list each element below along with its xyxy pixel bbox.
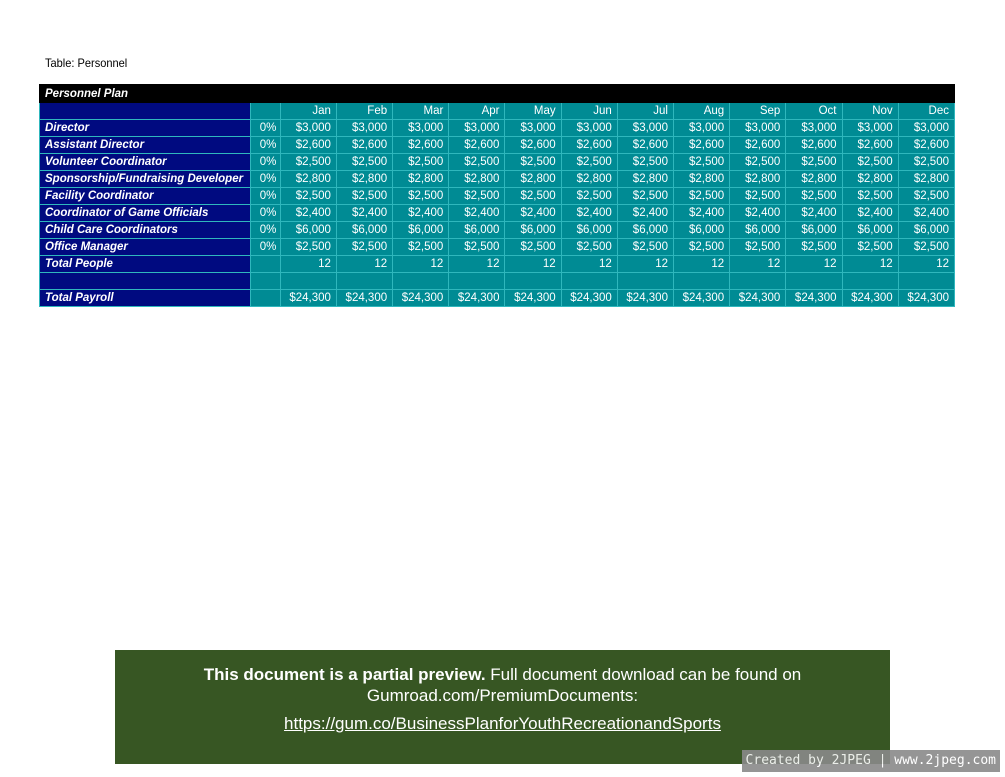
table-cell: $2,400 — [280, 205, 336, 222]
table-cell — [449, 273, 505, 290]
table-cell: 12 — [393, 256, 449, 273]
row-label: Coordinator of Game Officials — [40, 205, 251, 222]
table-cell — [336, 273, 392, 290]
table-cell — [280, 273, 336, 290]
table-cell: $3,000 — [336, 120, 392, 137]
table-row — [40, 188, 955, 205]
row-percent: 0% — [250, 205, 280, 222]
row-label — [40, 273, 251, 290]
table-cell: $24,300 — [336, 290, 392, 307]
table-cell: $2,400 — [449, 205, 505, 222]
table-cell: $2,500 — [898, 188, 954, 205]
table-cell: $2,500 — [898, 239, 954, 256]
table-cell: $2,800 — [786, 171, 842, 188]
table-cell: $24,300 — [730, 290, 786, 307]
table-cell: $2,800 — [898, 171, 954, 188]
table-cell: $6,000 — [786, 222, 842, 239]
table-cell: $24,300 — [505, 290, 561, 307]
month-header: Jan — [280, 103, 336, 120]
table-cell: $3,000 — [617, 120, 673, 137]
table-cell: $2,500 — [505, 154, 561, 171]
table-cell: $2,800 — [617, 171, 673, 188]
table-cell: $2,500 — [617, 188, 673, 205]
table-cell: $2,500 — [280, 188, 336, 205]
table-cell — [673, 273, 729, 290]
table-cell: $2,600 — [842, 137, 898, 154]
preview-text-2: Gumroad.com/PremiumDocuments: — [366, 686, 639, 705]
table-cell: $2,800 — [449, 171, 505, 188]
table-cell: $2,500 — [842, 188, 898, 205]
month-header: Sep — [730, 103, 786, 120]
month-header: May — [505, 103, 561, 120]
preview-banner — [115, 650, 890, 764]
table-row — [40, 137, 955, 154]
table-cell: $2,500 — [505, 188, 561, 205]
table-cell: $24,300 — [561, 290, 617, 307]
month-header: Jun — [561, 103, 617, 120]
row-percent — [250, 256, 280, 273]
personnel-plan-table — [39, 84, 955, 307]
table-cell: $2,500 — [336, 239, 392, 256]
table-cell: $6,000 — [617, 222, 673, 239]
table-cell: $2,400 — [561, 205, 617, 222]
row-percent: 0% — [250, 120, 280, 137]
table-cell: $6,000 — [393, 222, 449, 239]
table-cell: $2,400 — [393, 205, 449, 222]
table-cell: $2,600 — [393, 137, 449, 154]
table-cell: $2,400 — [505, 205, 561, 222]
table-cell: $3,000 — [730, 120, 786, 137]
table-cell: $6,000 — [561, 222, 617, 239]
spacer-row — [40, 273, 955, 290]
row-percent: 0% — [250, 137, 280, 154]
table-cell: $2,500 — [561, 188, 617, 205]
table-cell: $2,400 — [617, 205, 673, 222]
month-header: Dec — [898, 103, 954, 120]
table-cell: $2,800 — [505, 171, 561, 188]
row-label: Total Payroll — [40, 290, 251, 307]
table-cell: $2,500 — [617, 239, 673, 256]
table-cell: $24,300 — [280, 290, 336, 307]
table-cell: $6,000 — [898, 222, 954, 239]
table-cell: $2,500 — [449, 188, 505, 205]
row-label: Sponsorship/Fundraising Developer — [40, 171, 251, 188]
month-header: Nov — [842, 103, 898, 120]
row-percent — [250, 273, 280, 290]
table-cell: $6,000 — [842, 222, 898, 239]
table-row — [40, 256, 955, 273]
table-cell: $3,000 — [505, 120, 561, 137]
table-cell: $2,600 — [617, 137, 673, 154]
table-cell: $24,300 — [898, 290, 954, 307]
table-cell: $2,600 — [730, 137, 786, 154]
table-cell: $3,000 — [842, 120, 898, 137]
table-cell: $3,000 — [393, 120, 449, 137]
table-cell: $24,300 — [449, 290, 505, 307]
table-cell: $2,500 — [730, 239, 786, 256]
table-title-row — [40, 85, 955, 103]
row-percent: 0% — [250, 154, 280, 171]
row-label: Director — [40, 120, 251, 137]
table-cell: $2,800 — [393, 171, 449, 188]
table-row — [40, 290, 955, 307]
table-cell: $2,400 — [336, 205, 392, 222]
table-cell: $2,400 — [730, 205, 786, 222]
table-cell: $2,500 — [673, 239, 729, 256]
table-caption: Table: Personnel — [45, 56, 128, 70]
watermark: Created by 2JPEG | www.2jpeg.com — [742, 750, 1000, 772]
table-cell: 12 — [336, 256, 392, 273]
row-label: Facility Coordinator — [40, 188, 251, 205]
table-cell: $2,500 — [561, 239, 617, 256]
row-percent — [250, 290, 280, 307]
table-cell: $2,500 — [617, 154, 673, 171]
table-cell: 12 — [673, 256, 729, 273]
table-cell: $3,000 — [449, 120, 505, 137]
table-cell: $2,500 — [898, 154, 954, 171]
table-cell: $6,000 — [673, 222, 729, 239]
row-label: Total People — [40, 256, 251, 273]
table-cell: $2,600 — [449, 137, 505, 154]
table-cell — [561, 273, 617, 290]
table-cell: $2,600 — [898, 137, 954, 154]
preview-message — [115, 664, 890, 706]
row-label: Assistant Director — [40, 137, 251, 154]
table-cell: $2,600 — [673, 137, 729, 154]
table-cell: $2,500 — [673, 188, 729, 205]
table-cell: $24,300 — [393, 290, 449, 307]
table-cell — [730, 273, 786, 290]
month-header: Feb — [336, 103, 392, 120]
table-row — [40, 239, 955, 256]
row-percent: 0% — [250, 171, 280, 188]
table-cell: $2,500 — [336, 154, 392, 171]
table-cell: $6,000 — [280, 222, 336, 239]
month-header: Jul — [617, 103, 673, 120]
table-cell: $2,400 — [842, 205, 898, 222]
table-cell: $2,600 — [280, 137, 336, 154]
table-cell: $2,500 — [561, 154, 617, 171]
table-cell: $2,500 — [393, 239, 449, 256]
table-cell: $2,800 — [673, 171, 729, 188]
preview-bold-text: This document is a partial preview. — [203, 665, 486, 684]
row-label: Volunteer Coordinator — [40, 154, 251, 171]
table-cell: $24,300 — [617, 290, 673, 307]
table-cell: $2,800 — [336, 171, 392, 188]
month-header: Oct — [786, 103, 842, 120]
table-cell: $2,800 — [280, 171, 336, 188]
months-header-row — [40, 103, 955, 120]
table-cell: 12 — [617, 256, 673, 273]
row-percent: 0% — [250, 239, 280, 256]
table-cell: $2,500 — [449, 239, 505, 256]
table-cell: 12 — [730, 256, 786, 273]
table-cell: $6,000 — [449, 222, 505, 239]
table-cell: $2,500 — [842, 239, 898, 256]
table-cell: $2,500 — [786, 188, 842, 205]
table-cell: $2,500 — [393, 188, 449, 205]
table-cell: 12 — [561, 256, 617, 273]
table-cell: $2,600 — [336, 137, 392, 154]
table-cell: $3,000 — [280, 120, 336, 137]
table-cell: 12 — [280, 256, 336, 273]
table-cell: $2,500 — [842, 154, 898, 171]
table-cell: $2,800 — [842, 171, 898, 188]
table-cell: $2,500 — [505, 239, 561, 256]
table-cell: $24,300 — [842, 290, 898, 307]
preview-text: Full document download can be found on — [485, 665, 802, 684]
table-row — [40, 120, 955, 137]
table-cell: $2,600 — [561, 137, 617, 154]
table-row — [40, 171, 955, 188]
table-cell: $2,400 — [673, 205, 729, 222]
table-cell: 12 — [898, 256, 954, 273]
table-cell: $2,500 — [730, 188, 786, 205]
table-cell: $3,000 — [673, 120, 729, 137]
table-cell — [898, 273, 954, 290]
table-cell: 12 — [842, 256, 898, 273]
table-row — [40, 222, 955, 239]
table-row — [40, 205, 955, 222]
table-cell: $3,000 — [898, 120, 954, 137]
table-cell: $2,500 — [280, 239, 336, 256]
table-cell — [842, 273, 898, 290]
table-cell: $2,500 — [786, 154, 842, 171]
table-cell: $2,600 — [786, 137, 842, 154]
table-cell: $2,400 — [786, 205, 842, 222]
table-cell: 12 — [505, 256, 561, 273]
table-cell — [393, 273, 449, 290]
month-header: Apr — [449, 103, 505, 120]
table-cell: $2,500 — [786, 239, 842, 256]
table-cell: $3,000 — [786, 120, 842, 137]
table-cell: $6,000 — [336, 222, 392, 239]
table-cell: $2,400 — [898, 205, 954, 222]
table-cell — [617, 273, 673, 290]
table-cell: $2,500 — [673, 154, 729, 171]
month-header: Aug — [673, 103, 729, 120]
table-row — [40, 154, 955, 171]
table-cell: $3,000 — [561, 120, 617, 137]
table-cell: $24,300 — [786, 290, 842, 307]
table-cell: 12 — [786, 256, 842, 273]
row-percent: 0% — [250, 188, 280, 205]
download-link[interactable]: https://gum.co/BusinessPlanforYouthRecreationandSports — [284, 714, 721, 733]
table-cell: $2,500 — [280, 154, 336, 171]
table-cell: $2,800 — [561, 171, 617, 188]
table-cell: $2,500 — [449, 154, 505, 171]
table-cell: $2,500 — [393, 154, 449, 171]
table-cell: $6,000 — [730, 222, 786, 239]
table-cell: $2,500 — [336, 188, 392, 205]
row-label: Child Care Coordinators — [40, 222, 251, 239]
table-cell: $2,500 — [730, 154, 786, 171]
table-cell: $24,300 — [673, 290, 729, 307]
table-cell: $6,000 — [505, 222, 561, 239]
row-label: Office Manager — [40, 239, 251, 256]
table-cell: $2,600 — [505, 137, 561, 154]
table-cell: $2,800 — [730, 171, 786, 188]
table-cell — [505, 273, 561, 290]
table-title: Personnel Plan — [40, 85, 251, 103]
row-percent: 0% — [250, 222, 280, 239]
table-cell — [786, 273, 842, 290]
table-cell: 12 — [449, 256, 505, 273]
month-header: Mar — [393, 103, 449, 120]
